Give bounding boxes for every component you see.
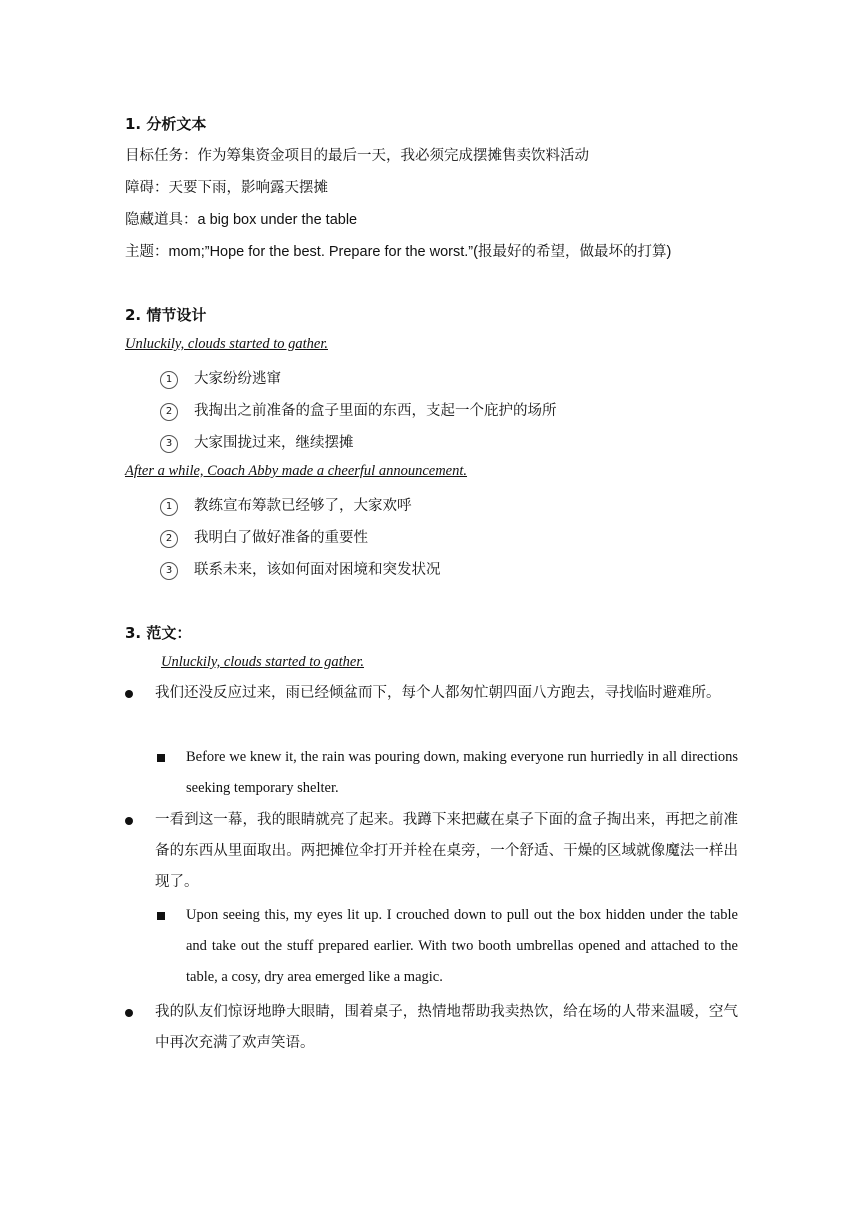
square-bullet-icon — [157, 912, 165, 920]
theme-value: mom;”Hope for the best. Prepare for the worst.”(报最好的希望，做最坏的打算) — [168, 244, 672, 260]
circled-number: 3 — [160, 562, 178, 580]
essay-paragraph-zh-2: 一看到这一幕，我的眼睛就亮了起来。我蹲下来把藏在桌子下面的盒子掏出来，再把之前准备的东西从里面取出。两把摊位伞打开并栓在桌旁，一个舒适、干燥的区域就像魔法一样出现了。 — [155, 812, 738, 890]
essay-paragraph-zh-1: 我们还没反应过来，雨已经倾盆而下，每个人都匆忙朝四面八方跑去，寻找临时避难所。 — [155, 685, 721, 701]
plot-part2-item — [160, 558, 441, 580]
obstacle-line: 障碍：天要下雨，影响露天摆摊 — [125, 180, 328, 196]
plot-item-text: 我明白了做好准备的重要性 — [194, 530, 368, 546]
plot-part2-item — [160, 526, 368, 548]
theme-line — [125, 240, 671, 261]
circled-number: 2 — [160, 530, 178, 548]
bullet-icon — [125, 690, 133, 698]
bullet-icon — [125, 817, 133, 825]
essay-paragraph-en-1: Before we knew it, the rain was pouring down, making everyone run hurriedly in all directions seeking temporary shelter. — [186, 749, 738, 796]
plot-item-text: 联系未来，该如何面对困境和突发状况 — [194, 562, 441, 578]
section-1-title: 1. 分析文本 — [125, 115, 207, 133]
plot-part1-item — [160, 399, 557, 421]
essay-opening: Unluckily, clouds started to gather. — [161, 654, 364, 670]
bullet-icon — [125, 1009, 133, 1017]
prop-label: 隐藏道具： — [125, 212, 198, 228]
square-bullet-icon — [157, 754, 165, 762]
goal-line: 目标任务：作为筹集资金项目的最后一天，我必须完成摆摊售卖饮料活动 — [125, 148, 589, 164]
plot-part1-item — [160, 431, 354, 453]
plot-item-text: 我掏出之前准备的盒子里面的东西，支起一个庇护的场所 — [194, 403, 557, 419]
essay-paragraph-zh-3: 我的队友们惊讶地睁大眼睛，围着桌子，热情地帮助我卖热饮，给在场的人带来温暖，空气中再次充满了欢声笑语。 — [155, 1004, 738, 1051]
section-2-title: 2. 情节设计 — [125, 306, 207, 324]
plot-part1-item — [160, 367, 281, 389]
plot-part1-heading: Unluckily, clouds started to gather. — [125, 336, 328, 352]
section-3-title: 3. 范文： — [125, 624, 192, 642]
plot-part2-heading: After a while, Coach Abby made a cheerful announcement. — [125, 463, 468, 479]
circled-number: 2 — [160, 403, 178, 421]
prop-value: a big box under the table — [197, 212, 358, 228]
circled-number: 1 — [160, 371, 178, 389]
essay-paragraph-en-2: Upon seeing this, my eyes lit up. I crouched down to pull out the box hidden under the table and take out the stuff prepared earlier. With two booth umbrellas opened and attached to the table, a cosy, dry area emerged like a magic. — [186, 907, 738, 985]
theme-label: 主题： — [125, 244, 169, 260]
plot-item-text: 教练宣布筹款已经够了，大家欢呼 — [194, 498, 412, 514]
prop-line — [125, 208, 357, 229]
plot-item-text: 大家纷纷逃窜 — [194, 371, 281, 387]
plot-item-text: 大家围拢过来，继续摆摊 — [194, 435, 354, 451]
circled-number: 3 — [160, 435, 178, 453]
circled-number: 1 — [160, 498, 178, 516]
plot-part2-item — [160, 494, 412, 516]
